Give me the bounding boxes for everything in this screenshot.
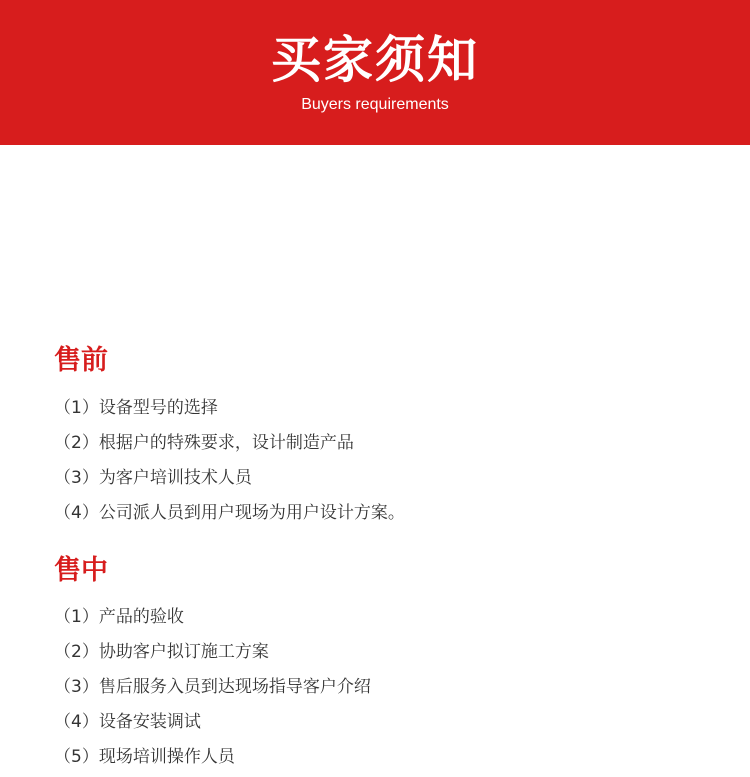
list-item: （2）协助客户拟订施工方案 [54, 642, 269, 662]
list-item: （2）根据户的特殊要求，设计制造产品 [54, 433, 354, 453]
list-item: （3）为客户培训技术人员 [54, 468, 252, 488]
list-item: （5）现场培训操作人员 [54, 747, 235, 767]
list-item: （3）售后服务入员到达现场指导客户介绍 [54, 677, 371, 697]
section-title-mid-sale: 售中 [54, 555, 108, 586]
list-item: （1）产品的验收 [54, 607, 184, 627]
list-item: （1）设备型号的选择 [54, 398, 218, 418]
pre-sale-list [54, 393, 405, 533]
header-banner [0, 0, 750, 145]
page-subtitle: Buyers requirements [301, 96, 449, 113]
list-item: （4）公司派人员到用户现场为用户设计方案。 [54, 503, 405, 523]
list-item: （4）设备安装调试 [54, 712, 201, 732]
section-title-pre-sale: 售前 [54, 345, 108, 376]
page-title: 买家须知 [271, 31, 479, 89]
